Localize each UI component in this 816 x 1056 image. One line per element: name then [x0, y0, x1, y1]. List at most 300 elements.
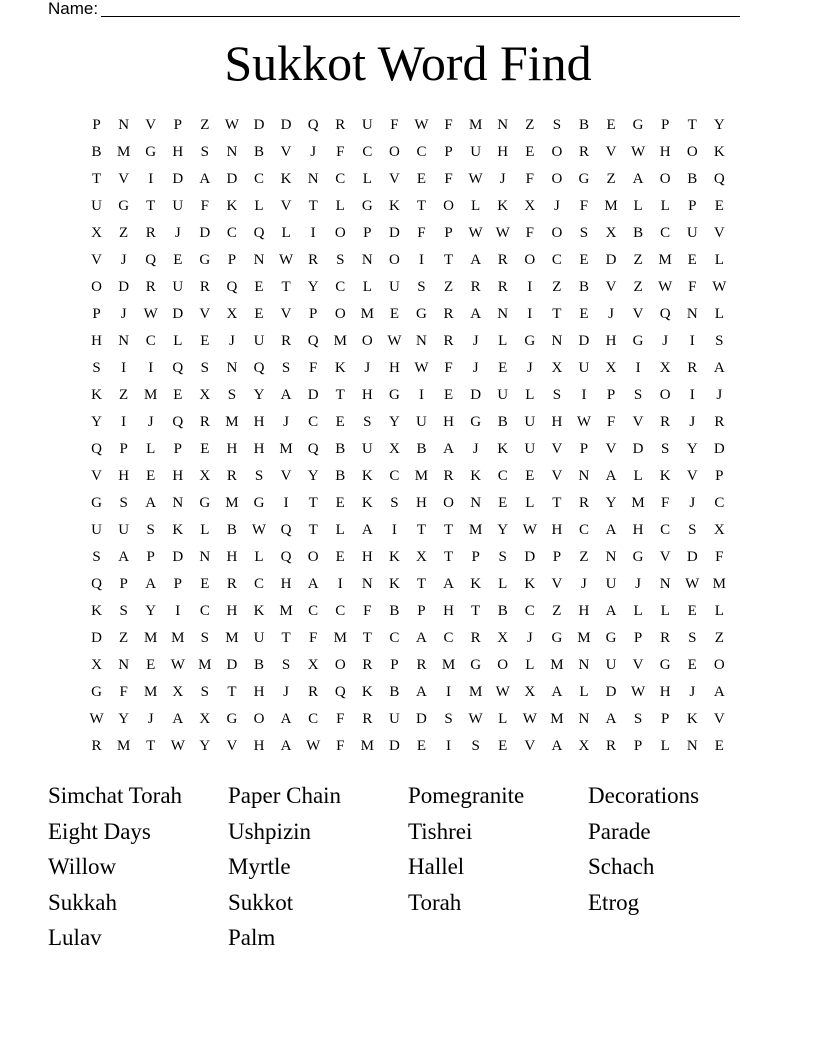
grid-letter: S [552, 117, 562, 133]
grid-letter: P [363, 225, 372, 241]
grid-letter: E [335, 549, 345, 565]
grid-letter: U [361, 441, 373, 457]
grid-letter: C [551, 252, 562, 268]
grid-letter: A [443, 441, 454, 457]
grid-letter: U [497, 387, 509, 403]
grid-letter: S [444, 711, 453, 727]
grid-letter: Q [334, 684, 346, 700]
grid-letter: R [226, 468, 237, 484]
grid-letter: D [713, 441, 725, 457]
grid-letter: P [92, 117, 101, 133]
grid-letter: N [416, 333, 427, 349]
grid-letter: L [714, 306, 724, 322]
grid-letter: K [253, 603, 265, 619]
grid-letter: W [387, 333, 402, 349]
grid-letter: U [91, 198, 102, 214]
grid-letter: J [147, 711, 154, 727]
grid-letter: X [524, 684, 536, 700]
grid-letter: P [661, 711, 670, 727]
grid-letter: D [280, 117, 292, 133]
grid-letter: U [253, 630, 265, 646]
grid-letter: J [581, 576, 587, 592]
grid-letter: F [444, 360, 453, 376]
grid-letter: R [145, 225, 156, 241]
grid-letter: J [364, 360, 371, 376]
grid-letter: P [579, 441, 589, 457]
grid-letter: L [146, 441, 156, 457]
grid-letter: X [605, 360, 617, 376]
grid-letter: U [253, 333, 265, 349]
grid-letter: C [335, 603, 346, 619]
grid-letter: G [659, 657, 671, 673]
grid-letter: M [658, 252, 672, 268]
name-underline[interactable] [101, 2, 740, 17]
grid-letter: E [525, 468, 535, 484]
grid-letter: S [390, 495, 399, 511]
grid-letter: F [308, 360, 318, 376]
grid-letter: Z [525, 117, 535, 133]
grid-row [83, 382, 733, 409]
grid-letter: A [361, 522, 373, 538]
grid-letter: Q [307, 441, 319, 457]
grid-letter: V [659, 549, 671, 565]
grid-letter: U [361, 117, 373, 133]
grid-letter: U [118, 522, 130, 538]
grid-letter: W [143, 306, 158, 322]
grid-letter: T [471, 603, 481, 619]
grid-letter: H [443, 414, 454, 430]
grid-letter: E [389, 306, 399, 322]
grid-letter: M [604, 198, 618, 214]
grid-letter: V [524, 738, 536, 754]
grid-letter: K [497, 198, 509, 214]
grid-letter: C [660, 225, 671, 241]
grid-letter: A [470, 252, 482, 268]
grid-letter: H [497, 144, 509, 160]
grid-letter: M [550, 711, 564, 727]
grid-letter: W [170, 657, 185, 673]
grid-letter: P [119, 441, 128, 457]
grid-letter: N [307, 171, 319, 187]
grid-letter: R [578, 495, 589, 511]
grid-letter: K [524, 576, 536, 592]
grid-letter: C [308, 711, 319, 727]
grid-letter: G [632, 117, 644, 133]
grid-letter: U [470, 144, 482, 160]
grid-letter: Z [443, 279, 454, 295]
grid-letter: Z [633, 279, 643, 295]
grid-letter: U [605, 657, 617, 673]
grid-letter: G [361, 198, 373, 214]
grid-letter: J [499, 171, 506, 187]
grid-letter: C [199, 603, 210, 619]
grid-letter: B [335, 468, 346, 484]
grid-letter: D [307, 387, 319, 403]
grid-letter: V [280, 468, 292, 484]
grid-letter: R [145, 279, 156, 295]
grid-letter: C [308, 414, 319, 430]
grid-letter: M [144, 684, 158, 700]
grid-letter: X [713, 522, 725, 538]
grid-letter: U [524, 414, 536, 430]
grid-letter: G [226, 711, 238, 727]
grid-letter: Y [91, 414, 102, 430]
grid-letter: D [172, 306, 184, 322]
grid-letter: R [91, 738, 102, 754]
grid-letter: V [686, 468, 698, 484]
grid-letter: T [362, 630, 372, 646]
grid-row [83, 625, 733, 652]
grid-letter: D [605, 684, 617, 700]
grid-letter: J [283, 414, 289, 430]
grid-letter: W [522, 711, 537, 727]
grid-letter: Q [253, 360, 265, 376]
grid-letter: T [443, 549, 454, 565]
grid-letter: M [414, 468, 429, 484]
grid-letter: K [388, 549, 400, 565]
grid-letter: V [713, 225, 725, 241]
grid-letter: P [92, 306, 101, 322]
grid-letter: Z [200, 117, 210, 133]
grid-letter: Q [145, 252, 157, 268]
grid-letter: V [632, 306, 644, 322]
grid-letter: S [363, 414, 372, 430]
grid-letter: A [416, 684, 427, 700]
grid-letter: S [92, 360, 101, 376]
grid-letter: P [227, 252, 237, 268]
grid-letter: K [172, 522, 184, 538]
grid-letter: D [686, 549, 698, 565]
grid-letter: Q [280, 522, 292, 538]
grid-letter: T [308, 198, 318, 214]
grid-letter: U [524, 441, 536, 457]
grid-row [83, 652, 733, 679]
grid-letter: O [443, 198, 454, 214]
grid-letter: V [145, 117, 157, 133]
grid-letter: Q [226, 279, 238, 295]
grid-letter: C [335, 171, 346, 187]
grid-letter: L [335, 522, 345, 538]
grid-letter: A [307, 576, 319, 592]
grid-letter: A [145, 576, 157, 592]
grid-letter: F [525, 171, 534, 187]
grid-letter: Q [307, 117, 319, 133]
grid-letter: R [335, 117, 346, 133]
word-list-item: Sukkot [228, 889, 294, 915]
grid-row [83, 679, 733, 706]
name-field [48, 0, 740, 17]
grid-letter: M [468, 117, 483, 133]
grid-letter: G [388, 387, 400, 403]
grid-letter: F [606, 414, 616, 430]
word-list-item: Simchat Torah [48, 783, 183, 808]
word-list-item: Eight Days [48, 818, 151, 844]
grid-letter: H [443, 603, 454, 619]
grid-letter: X [416, 549, 427, 565]
grid-letter: L [335, 198, 345, 214]
grid-letter: O [307, 549, 319, 565]
grid-letter: V [551, 468, 563, 484]
grid-letter: V [632, 657, 644, 673]
grid-letter: O [334, 306, 346, 322]
grid-letter: R [281, 333, 292, 349]
grid-letter: A [713, 684, 725, 700]
grid-letter: W [279, 252, 294, 268]
grid-row [83, 517, 733, 544]
word-list-item: Tishrei [408, 818, 473, 844]
grid-letter: B [633, 225, 644, 241]
letter-grid [83, 112, 733, 760]
grid-letter: V [91, 468, 102, 484]
grid-letter: S [254, 468, 264, 484]
grid-letter: G [470, 657, 482, 673]
grid-letter: R [606, 738, 617, 754]
grid-letter: L [254, 549, 264, 565]
grid-letter: D [605, 252, 617, 268]
grid-letter: N [226, 360, 238, 376]
grid-letter: T [281, 630, 291, 646]
word-list-item: Ushpizin [228, 818, 312, 844]
grid-letter: S [715, 333, 724, 349]
grid-letter: A [145, 495, 157, 511]
grid-letter: B [578, 279, 589, 295]
grid-letter: U [172, 279, 184, 295]
grid-letter: I [689, 387, 695, 403]
grid-letter: H [172, 144, 184, 160]
grid-letter: A [551, 738, 563, 754]
grid-letter: Y [199, 738, 211, 754]
grid-letter: G [578, 171, 590, 187]
grid-letter: B [497, 603, 508, 619]
grid-letter: X [91, 657, 102, 673]
grid-letter: W [468, 225, 483, 241]
grid-letter: S [281, 657, 291, 673]
grid-letter: N [470, 495, 482, 511]
grid-letter: D [172, 171, 184, 187]
grid-letter: C [497, 468, 508, 484]
grid-letter: H [253, 738, 265, 754]
grid-letter: R [199, 279, 210, 295]
grid-letter: K [334, 360, 346, 376]
grid-letter: G [91, 684, 102, 700]
grid-letter: V [605, 441, 617, 457]
grid-letter: I [689, 333, 695, 349]
grid-letter: J [472, 360, 479, 376]
grid-letter: G [632, 549, 644, 565]
grid-letter: H [226, 549, 238, 565]
grid-letter: R [416, 657, 427, 673]
grid-row [83, 706, 733, 733]
grid-letter: Q [280, 549, 292, 565]
grid-letter: Y [253, 387, 265, 403]
grid-letter: N [578, 468, 590, 484]
grid-letter: E [254, 279, 264, 295]
grid-letter: A [713, 360, 725, 376]
grid-letter: T [552, 495, 562, 511]
grid-letter: C [389, 630, 400, 646]
grid-letter: C [416, 144, 427, 160]
grid-letter: M [171, 630, 185, 646]
grid-letter: I [148, 360, 154, 376]
grid-letter: S [661, 441, 670, 457]
grid-letter: Z [552, 279, 562, 295]
word-list-item: Palm [228, 925, 276, 950]
grid-letter: J [174, 225, 181, 241]
grid-letter: Q [91, 441, 102, 457]
grid-letter: D [470, 387, 482, 403]
grid-letter: F [579, 198, 589, 214]
grid-letter: F [363, 603, 372, 619]
grid-letter: C [308, 603, 319, 619]
grid-letter: G [145, 144, 157, 160]
grid-letter: I [527, 279, 533, 295]
grid-letter: C [226, 225, 237, 241]
grid-letter: F [525, 225, 534, 241]
grid-letter: A [470, 306, 482, 322]
grid-letter: D [632, 441, 644, 457]
grid-letter: L [633, 468, 643, 484]
grid-letter: K [361, 468, 373, 484]
grid-letter: W [631, 684, 646, 700]
grid-letter: R [362, 657, 373, 673]
grid-row [83, 193, 733, 220]
grid-letter: F [390, 117, 399, 133]
grid-letter: K [226, 198, 238, 214]
grid-letter: F [308, 630, 318, 646]
grid-letter: R [443, 333, 454, 349]
grid-letter: E [146, 657, 156, 673]
grid-letter: E [200, 441, 210, 457]
grid-letter: R [714, 414, 725, 430]
grid-row [83, 166, 733, 193]
grid-letter: Z [606, 171, 616, 187]
grid-letter: O [361, 333, 373, 349]
grid-letter: W [414, 117, 429, 133]
grid-letter: U [388, 711, 400, 727]
grid-row [83, 355, 733, 382]
grid-letter: E [335, 495, 345, 511]
grid-letter: M [712, 576, 726, 592]
word-list-item: Parade [588, 818, 651, 844]
grid-letter: X [388, 441, 400, 457]
grid-letter: O [551, 144, 563, 160]
grid-letter: W [251, 522, 267, 538]
grid-letter: M [631, 495, 645, 511]
grid-letter: N [118, 333, 130, 349]
grid-letter: S [200, 630, 210, 646]
grid-letter: M [468, 684, 483, 700]
grid-letter: L [714, 252, 724, 268]
grid-letter: U [172, 198, 184, 214]
grid-letter: R [660, 414, 671, 430]
grid-letter: P [308, 306, 318, 322]
grid-letter: S [417, 279, 426, 295]
grid-letter: O [551, 171, 563, 187]
grid-letter: R [362, 711, 373, 727]
grid-letter: Q [91, 576, 102, 592]
grid-letter: F [119, 684, 128, 700]
grid-letter: E [579, 306, 589, 322]
grid-letter: A [118, 549, 130, 565]
grid-letter: U [388, 279, 400, 295]
grid-letter: T [308, 495, 318, 511]
grid-letter: T [335, 387, 345, 403]
word-list-item: Myrtle [228, 854, 291, 879]
grid-letter: Y [307, 279, 319, 295]
grid-letter: K [91, 603, 102, 619]
grid-letter: A [605, 468, 617, 484]
grid-letter: G [470, 414, 482, 430]
grid-letter: J [662, 333, 669, 349]
grid-letter: O [334, 225, 346, 241]
grid-letter: V [118, 171, 130, 187]
grid-letter: V [280, 306, 292, 322]
grid-letter: I [418, 252, 424, 268]
grid-letter: M [577, 630, 591, 646]
grid-letter: R [199, 414, 210, 430]
grid-letter: H [253, 684, 265, 700]
word-list-item: Etrog [588, 889, 640, 915]
grid-letter: Q [172, 414, 184, 430]
grid-letter: W [414, 360, 429, 376]
grid-letter: Z [579, 549, 589, 565]
grid-letter: Y [605, 495, 617, 511]
grid-letter: Y [118, 711, 130, 727]
grid-letter: P [471, 549, 480, 565]
grid-letter: L [471, 198, 481, 214]
grid-letter: K [361, 684, 373, 700]
grid-letter: J [472, 333, 479, 349]
grid-letter: R [443, 468, 454, 484]
grid-letter: Q [253, 225, 265, 241]
grid-letter: Z [714, 630, 724, 646]
grid-letter: V [605, 144, 617, 160]
grid-letter: X [524, 198, 536, 214]
grid-letter: M [468, 522, 483, 538]
grid-letter: J [310, 144, 317, 160]
grid-letter: L [525, 495, 535, 511]
grid-letter: W [685, 576, 700, 592]
grid-letter: D [199, 225, 211, 241]
grid-letter: N [686, 738, 698, 754]
grid-letter: Y [497, 522, 509, 538]
grid-letter: O [497, 657, 509, 673]
grid-letter: C [443, 630, 454, 646]
grid-letter: R [226, 576, 237, 592]
grid-letter: M [360, 306, 374, 322]
grid-letter: A [416, 630, 427, 646]
grid-letter: F [444, 171, 453, 187]
word-list-item: Torah [408, 889, 462, 915]
grid-row [83, 436, 733, 463]
grid-letter: G [199, 252, 211, 268]
grid-letter: K [470, 468, 482, 484]
grid-letter: F [336, 144, 345, 160]
grid-row [83, 490, 733, 517]
grid-letter: H [361, 549, 373, 565]
grid-letter: W [495, 684, 510, 700]
grid-letter: A [605, 603, 617, 619]
grid-letter: T [227, 684, 237, 700]
grid-letter: A [280, 387, 292, 403]
grid-letter: F [200, 198, 210, 214]
grid-letter: J [526, 360, 533, 376]
grid-letter: H [578, 603, 590, 619]
grid-letter: E [416, 738, 427, 754]
grid-letter: W [170, 738, 185, 754]
grid-letter: T [308, 522, 318, 538]
grid-letter: H [253, 414, 265, 430]
